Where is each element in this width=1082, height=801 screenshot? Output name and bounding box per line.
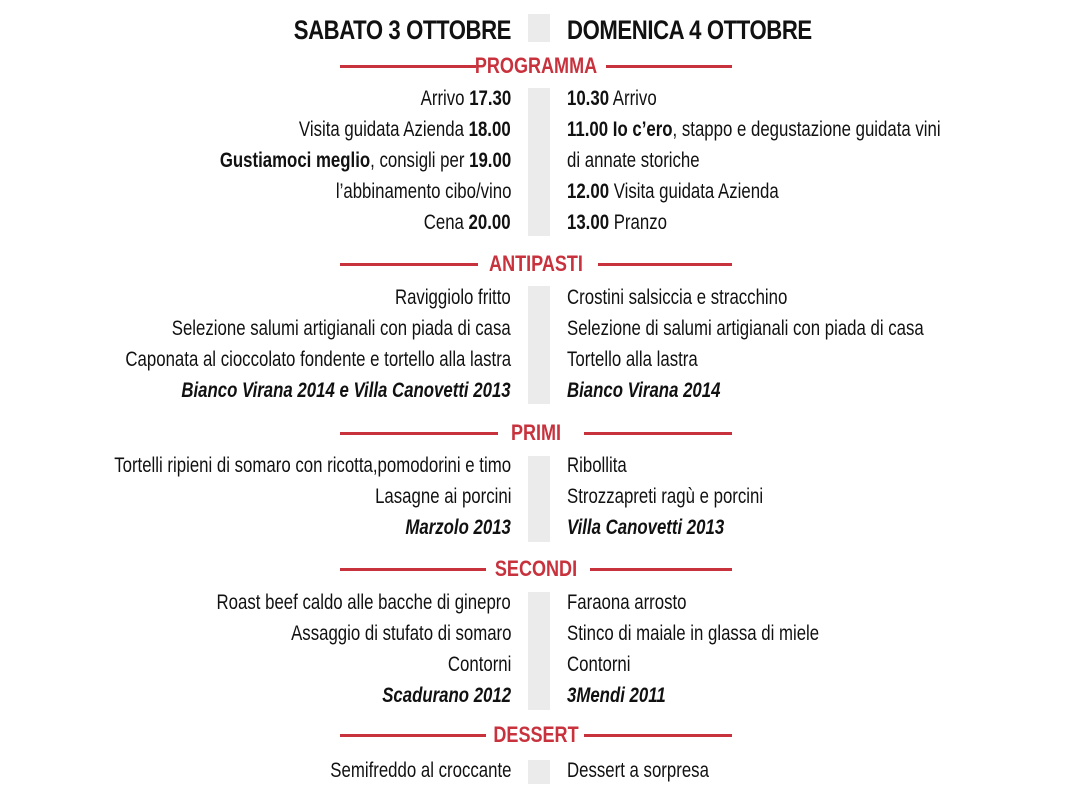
- menu-item: Selezione di salumi artigianali con piada di casa: [567, 317, 924, 340]
- wine-pairing: Bianco Virana 2014: [567, 379, 721, 402]
- menu-item: Roast beef caldo alle bacche di ginepro: [216, 591, 511, 614]
- section-heading-primi: [340, 420, 732, 446]
- menu-item: Raviggiolo fritto: [395, 286, 511, 309]
- column-divider: [528, 88, 550, 236]
- menu-item: Semifreddo al croccante: [329, 759, 511, 782]
- menu-item: Stinco di maiale in glassa di miele: [567, 622, 820, 645]
- program-line: 11.00 Io c’ero, stappo e degustazione guidata vini: [567, 118, 941, 141]
- menu-item: Tortelli ripieni di somaro con ricotta,pomodorini e timo: [114, 454, 511, 477]
- day-title-sunday: DOMENICA 4 OTTOBRE: [567, 15, 812, 45]
- menu-item: Selezione salumi artigianali con piada di casa: [171, 317, 511, 340]
- program-line: di annate storiche: [567, 149, 700, 172]
- program-line: Visita guidata Azienda 18.00: [299, 118, 511, 141]
- section-title: PRIMI: [510, 420, 562, 445]
- menu-item: Lasagne ai porcini: [374, 485, 511, 508]
- column-divider: [528, 592, 550, 710]
- wine-pairing: Bianco Virana 2014 e Villa Canovetti 2013: [181, 379, 511, 402]
- wine-pairing: 3Mendi 2011: [567, 684, 666, 707]
- menu-item: Assaggio di stufato di somaro: [290, 622, 511, 645]
- menu-item: Faraona arrosto: [567, 591, 687, 614]
- menu-item: Tortello alla lastra: [567, 348, 698, 371]
- program-line: Arrivo 17.30: [420, 87, 511, 110]
- program-line: 13.00 Pranzo: [567, 211, 667, 234]
- section-title: PROGRAMMA: [474, 53, 598, 78]
- wine-pairing: Villa Canovetti 2013: [567, 516, 725, 539]
- section-heading-dessert: [340, 722, 732, 748]
- wine-pairing: Marzolo 2013: [405, 516, 511, 539]
- section-heading-secondi: [340, 556, 732, 582]
- program-line: Cena 20.00: [424, 211, 511, 234]
- wine-pairing: Scadurano 2012: [382, 684, 511, 707]
- column-divider: [528, 456, 550, 542]
- menu-item: Strozzapreti ragù e porcini: [567, 485, 764, 508]
- menu-item: Caponata al cioccolato fondente e tortello alla lastra: [125, 348, 511, 371]
- program-line: l’abbinamento cibo/vino: [335, 180, 511, 203]
- section-title: ANTIPASTI: [489, 251, 583, 276]
- menu-item: Contorni: [447, 653, 511, 676]
- program-line: Gustiamoci meglio, consigli per 19.00: [219, 149, 511, 172]
- column-divider: [528, 14, 550, 42]
- column-divider: [528, 760, 550, 784]
- day-title-saturday: SABATO 3 OTTOBRE: [293, 15, 511, 45]
- section-title: SECONDI: [494, 556, 578, 581]
- section-heading-programma: [340, 53, 732, 79]
- menu-item: Dessert a sorpresa: [567, 759, 709, 782]
- menu-item: Crostini salsiccia e stracchino: [567, 286, 788, 309]
- menu-item: Ribollita: [567, 454, 627, 477]
- menu-item: Contorni: [567, 653, 631, 676]
- section-heading-antipasti: [340, 251, 732, 277]
- column-divider: [528, 286, 550, 404]
- section-title: DESSERT: [493, 722, 579, 747]
- program-line: 12.00 Visita guidata Azienda: [567, 180, 779, 203]
- program-line: 10.30 Arrivo: [567, 87, 657, 110]
